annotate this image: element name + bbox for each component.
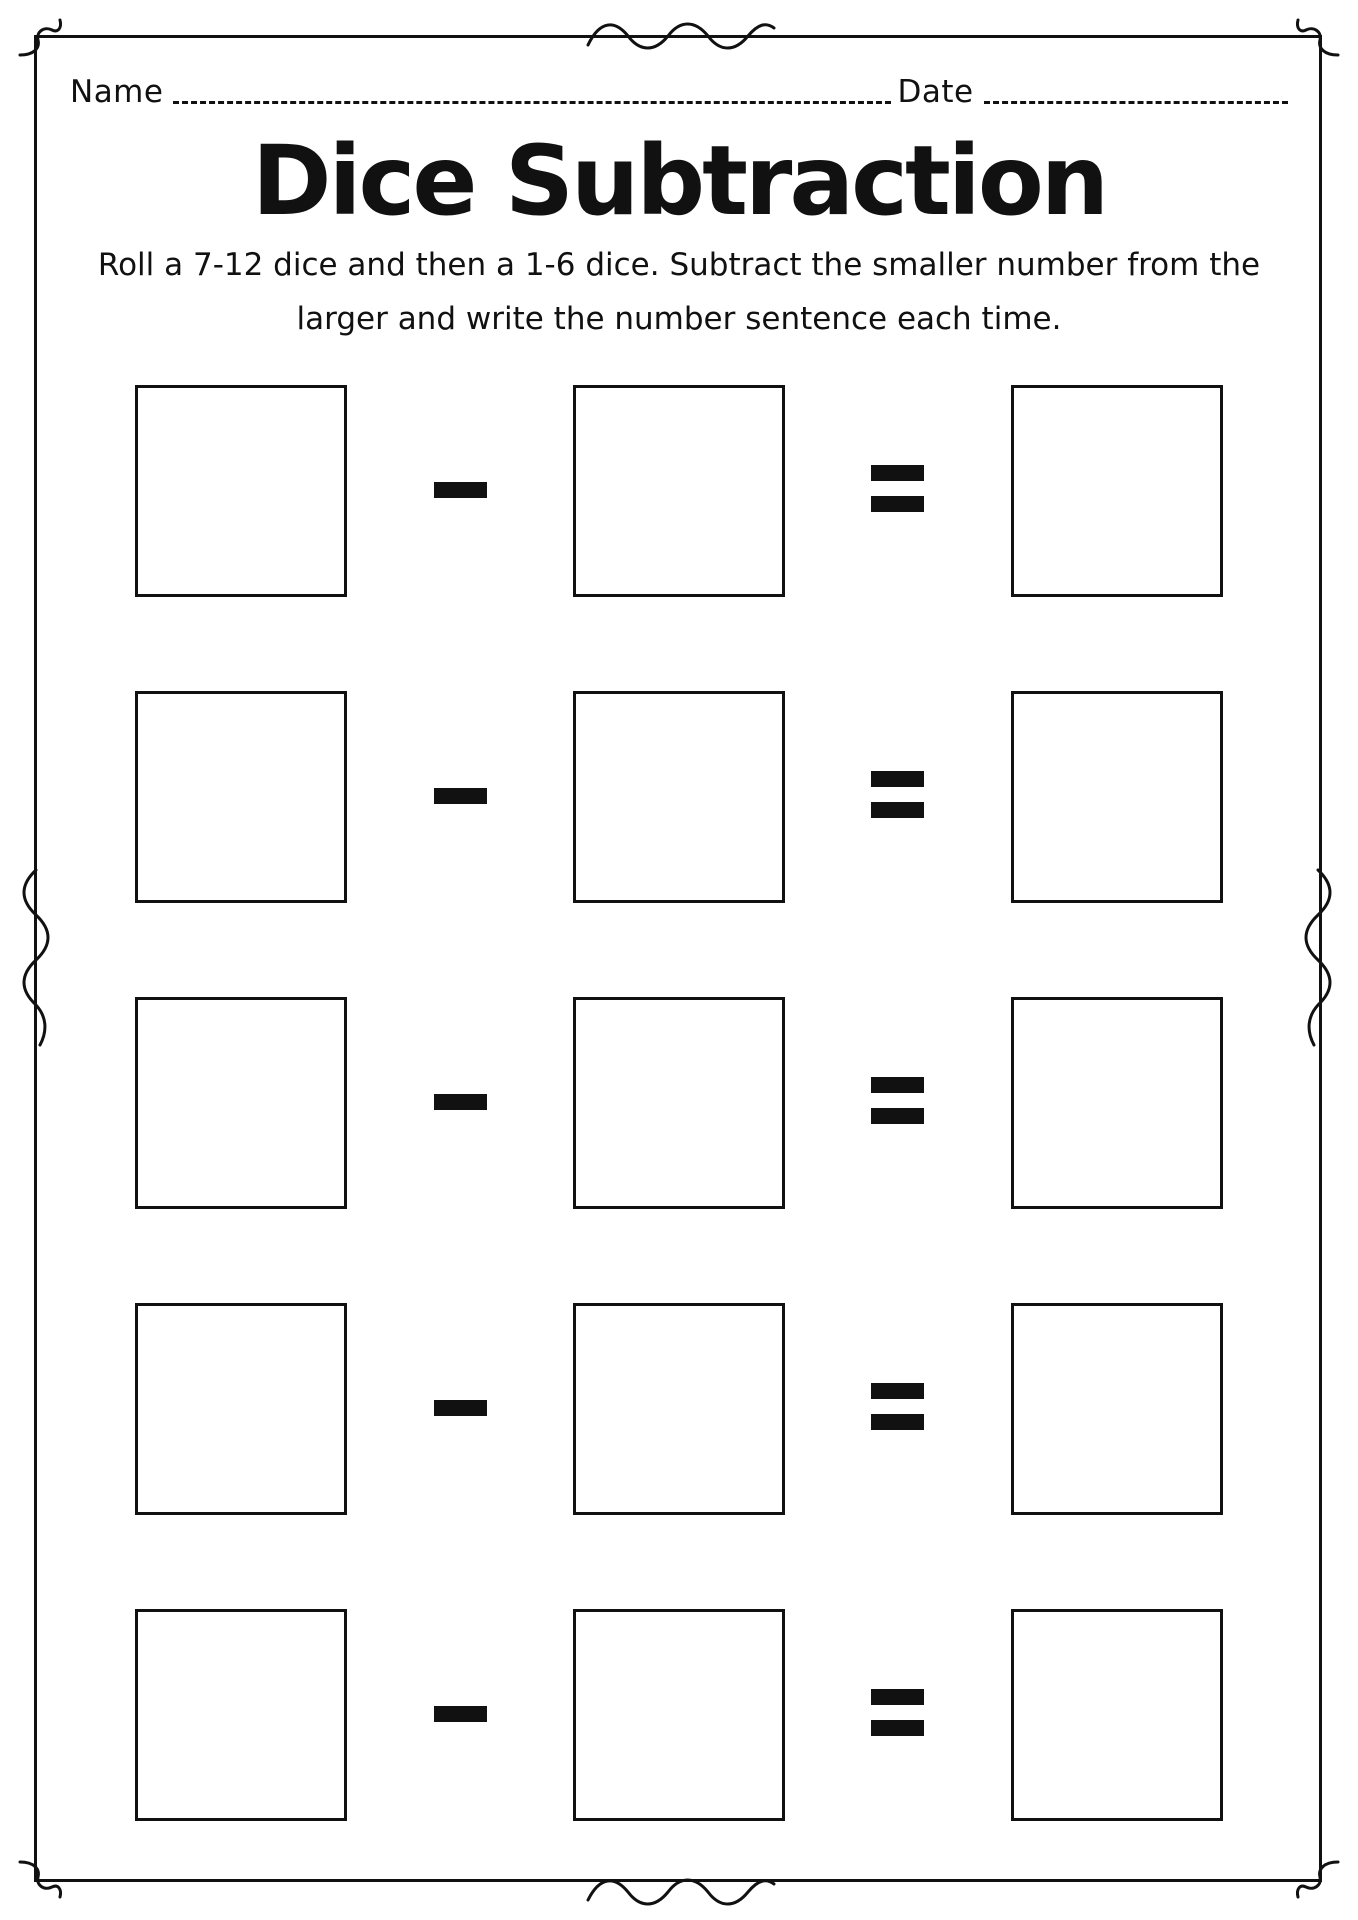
minus-sign-icon <box>434 1706 487 1722</box>
equals-sign-icon <box>871 1077 924 1124</box>
equals-sign-icon <box>871 1383 924 1430</box>
answer-box[interactable] <box>1011 997 1223 1209</box>
equation-row <box>0 691 1358 903</box>
first-number-box[interactable] <box>135 691 347 903</box>
equation-row <box>0 1609 1358 1821</box>
instructions: Roll a 7-12 dice and then a 1-6 dice. Subtract the smaller number from the larger and write the number sentence each time. <box>97 247 1261 337</box>
equals-sign-icon <box>871 771 924 818</box>
name-label: Name <box>70 74 164 110</box>
answer-box[interactable] <box>1011 691 1223 903</box>
minus-sign-icon <box>434 1094 487 1110</box>
equation-row <box>0 385 1358 597</box>
first-number-box[interactable] <box>135 1303 347 1515</box>
page-title: Dice Subtraction <box>251 125 1107 237</box>
minus-sign-icon <box>434 482 487 498</box>
equals-sign-icon <box>871 465 924 512</box>
equation-row <box>0 1303 1358 1515</box>
answer-box[interactable] <box>1011 1609 1223 1821</box>
second-number-box[interactable] <box>573 1303 785 1515</box>
first-number-box[interactable] <box>135 1609 347 1821</box>
first-number-box[interactable] <box>135 997 347 1209</box>
equation-row <box>0 997 1358 1209</box>
second-number-box[interactable] <box>573 691 785 903</box>
minus-sign-icon <box>434 788 487 804</box>
minus-sign-icon <box>434 1400 487 1416</box>
second-number-box[interactable] <box>573 1609 785 1821</box>
equals-sign-icon <box>871 1689 924 1736</box>
date-label: Date <box>897 74 974 110</box>
first-number-box[interactable] <box>135 385 347 597</box>
second-number-box[interactable] <box>573 385 785 597</box>
answer-box[interactable] <box>1011 1303 1223 1515</box>
answer-box[interactable] <box>1011 385 1223 597</box>
second-number-box[interactable] <box>573 997 785 1209</box>
